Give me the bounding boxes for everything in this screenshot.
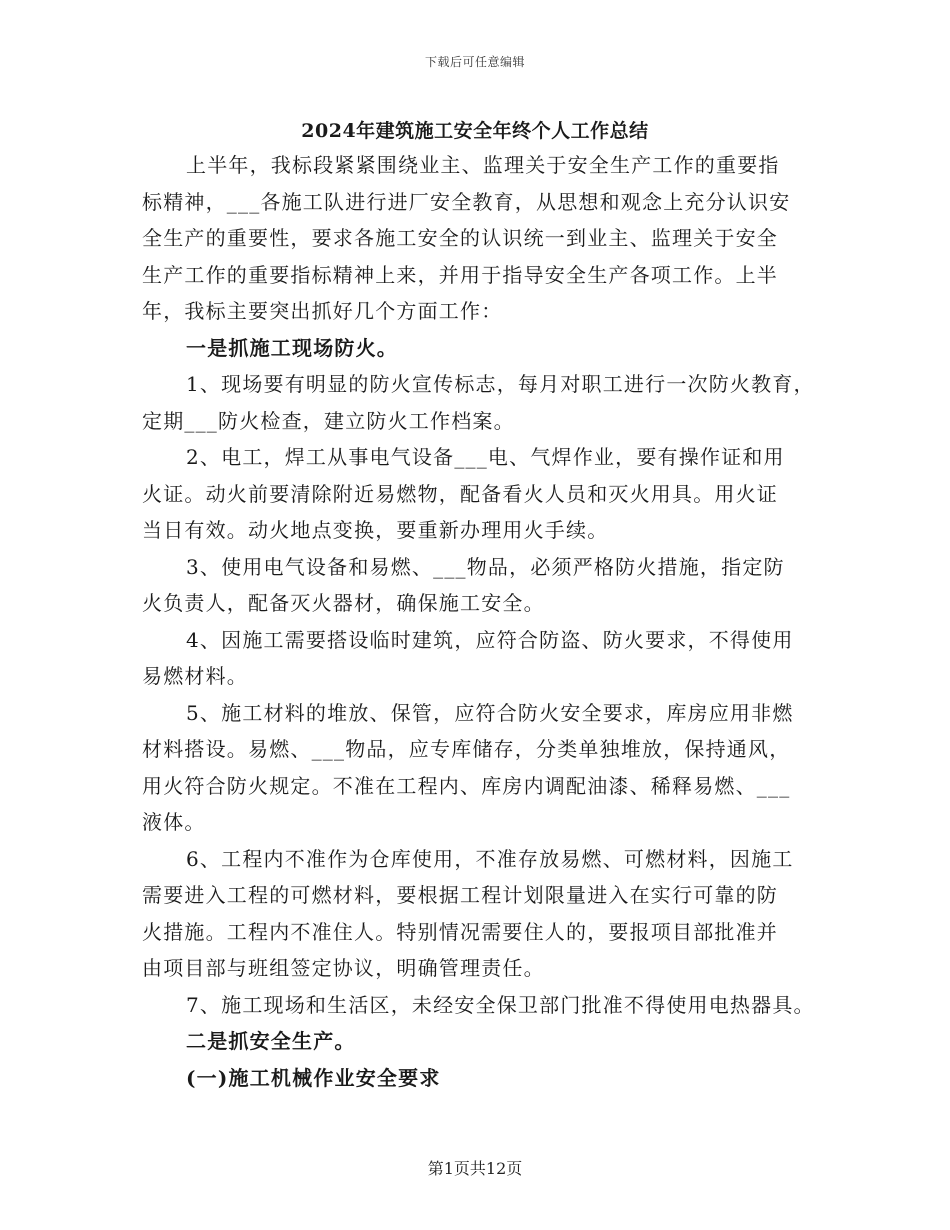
paragraph-line: 当日有效。动火地点变换，要重新办理用火手续。 — [142, 518, 609, 542]
paragraph-line: 定期___防火检查，建立防火工作档案。 — [142, 408, 515, 433]
paragraph-line: 标精神，___各施工队进行进厂安全教育，从思想和观念上充分认识安 — [142, 189, 791, 214]
paragraph-line: 易燃材料。 — [142, 664, 248, 688]
header-note: 下载后可任意编辑 — [424, 55, 525, 69]
paragraph-line: 用火符合防火规定。不准在工程内、库房内调配油漆、稀释易燃、___ — [142, 773, 791, 798]
paragraph-line: 生产工作的重要指标精神上来，并用于指导安全生产各项工作。上半 — [142, 262, 778, 287]
paragraph-line: 6、工程内不准作为仓库使用，不准存放易燃、可燃材料，因施工 — [186, 846, 794, 871]
paragraph-line: 年，我标主要突出抓好几个方面工作： — [142, 299, 503, 323]
section-heading: 二是抓安全生产。 — [186, 1029, 356, 1053]
paragraph-line: 3、使用电气设备和易燃、___物品，必须严格防火措施，指定防 — [186, 554, 785, 579]
paragraph-line: 材料搭设。易燃、___物品，应专库储存，分类单独堆放，保持通风， — [142, 737, 791, 761]
section-heading: 一是抓施工现场防火。 — [186, 335, 398, 360]
document-body — [142, 147, 814, 1096]
section-heading: (一)施工机械作业安全要求 — [186, 1065, 441, 1090]
paragraph-line: 由项目部与班组签定协议，明确管理责任。 — [142, 956, 545, 980]
paragraph-line: 4、因施工需要搭设临时建筑，应符合防盗、防火要求，不得使用 — [186, 627, 794, 652]
paragraph-line: 全生产的重要性，要求各施工安全的认识统一到业主、监理关于安全 — [142, 226, 778, 250]
document-title: 2024年建筑施工安全年终个人工作总结 — [301, 120, 649, 142]
paragraph-line: 火证。动火前要清除附近易燃物，配备看火人员和灭火用具。用火证 — [142, 481, 778, 506]
paragraph-line: 上半年，我标段紧紧围绕业主、监理关于安全生产工作的重要指 — [186, 153, 780, 177]
paragraph-line: 5、施工材料的堆放、保管，应符合防火安全要求，库房应用非燃 — [186, 700, 794, 725]
paragraph-line: 1、现场要有明显的防火宣传标志，每月对职工进行一次防火教育， — [186, 372, 815, 396]
paragraph-line: 液体。 — [142, 810, 206, 834]
paragraph-line: 2、电工，焊工从事电气设备___电、气焊作业，要有操作证和用 — [186, 445, 785, 469]
paragraph-line: 7、施工现场和生活区，未经安全保卫部门批准不得使用电热器具。 — [186, 992, 815, 1017]
paragraph-line: 火措施。工程内不准住人。特别情况需要住人的，要报项目部批准并 — [142, 919, 778, 944]
paragraph-line: 火负责人，配备灭火器材，确保施工安全。 — [142, 591, 545, 615]
page-footer: 第1页共12页 — [427, 1159, 523, 1178]
paragraph-line: 需要进入工程的可燃材料，要根据工程计划限量进入在实行可靠的防 — [142, 883, 778, 907]
